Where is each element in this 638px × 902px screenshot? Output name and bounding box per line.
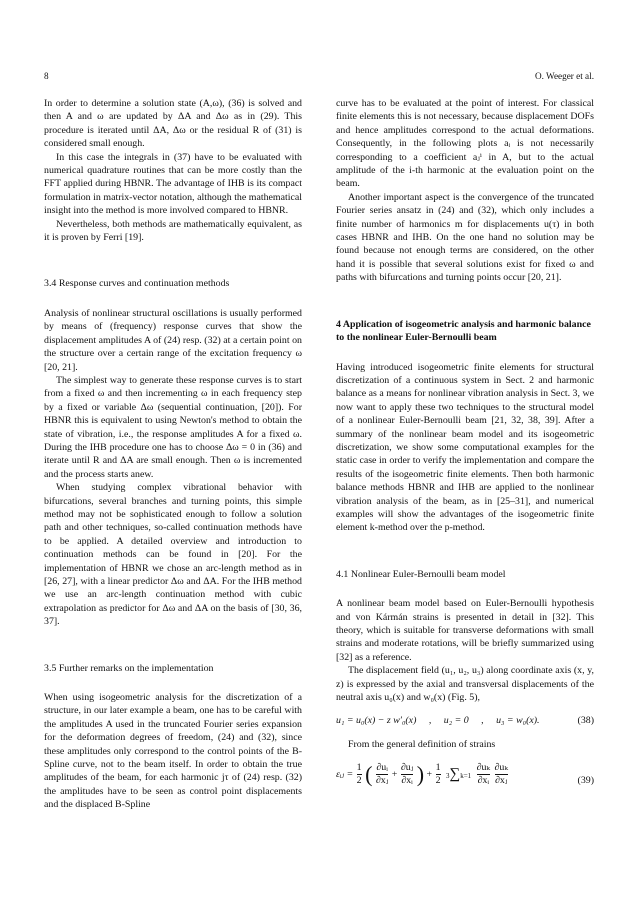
paragraph: When using isogeometric analysis for the discretization of a structure, in our later example a beam, one has to be careful with the amplitudes A used in the truncated Fourier series expansion for the deformation degrees of freedom, (24) and (32), since these amplitudes only correspond to the control points of the B-Spline curve, not to the beam itself. In order to obtain the true amplitudes of the beam, for each harmonic jτ of (24) resp. (32) the amplitudes have to be seen as control point displacements and the displaced B-Spline	[44, 692, 302, 811]
right-column	[336, 97, 594, 802]
paragraph: curve has to be evaluated at the point of interest. For classical finite elements this is not necessary, because displacement DOFs and hence amplitudes correspond to the actual deformations. Consequently, in the following plots aᵢ is not necessarily corresponding to a coefficient aⱼⁱ in A, but to the actual amplitude of the i-th harmonic at the evaluation point on the beam.	[336, 98, 594, 190]
paragraph: The displacement field (u₁, u₂, u₃) along coordinate axis (x, y, z) is expressed by the axial and transversal displacements of the neutral axis u₀(x) and w₀(x) (Fig. 5),	[336, 665, 594, 704]
equation-number-38: (38)	[577, 715, 594, 727]
section-heading-3-4: 3.4 Response curves and continuation methods	[44, 278, 230, 290]
section-heading-4: 4 Application of isogeometric analysis and harmonic balance to the nonlinear Euler-Bernoulli beam	[336, 318, 591, 344]
eq39-frac-duk-dxi: $\frac{\text{∂uₖ}}{\text{∂xᵢ}}$	[476, 761, 491, 786]
eq39-plus: +	[391, 768, 398, 780]
paragraph: A nonlinear beam model based on Euler-Bernoulli hypothesis and von Kármán strains is presented in detail in [32]. This theory, which is suitable for transverse deformations with small strains and moderate rotations, will be briefly summarized using [32] as a reference.	[336, 598, 594, 663]
eq39-lhs: εᵢⱼ =	[336, 768, 356, 780]
paragraph: When studying complex vibrational behavior with bifurcations, several branches and turning points, this simple method may not be sophisticated enough to follow a solution path and other techniques, so-called continuation methods have to be applied. A detailed overview and introduction to continuation methods can be found in [20]. For the implementation of HBNR we chose an arc-length method as in [26, 27], with a linear predictor Δω and ΔA. For the IHB method we use an arc-length continuation method with cubic extrapolation as predictor for Δω and ΔA on the basis of [30, 36, 37].	[44, 482, 302, 628]
equation-39	[336, 762, 594, 802]
paragraph: Analysis of nonlinear structural oscillations is usually performed by means of (frequency) response curves that show the displacement amplitudes A of (24) resp. (32) at a certain point on the structure over a certain range of the excitation frequency ω [20, 21].	[44, 307, 302, 373]
page-number: 8	[44, 71, 49, 81]
paragraph: In this case the integrals in (37) have to be evaluated with numerical quadrature routines that can be more costly than the FFT applied during HBNR. The advantage of IHB is its compact formulation in matrix-vector notation, although the mathematical insight into the method is more involved compared to HBNR.	[44, 151, 302, 217]
eq39-frac-duk-dxj: $\frac{\text{∂uₖ}}{\text{∂xⱼ}}$	[494, 761, 508, 786]
eq39-half-frac2: $\frac{1}{2}$	[435, 761, 441, 786]
eq39-frac-dui-dxj: $\frac{\text{∂uᵢ}}{\text{∂xⱼ}}$	[375, 761, 389, 786]
eq38-u3: u₃ = w₀(x).	[496, 715, 540, 727]
eq39-plus2: +	[426, 768, 433, 780]
paragraph: Having introduced isogeometric finite elements for structural discretization of a continuous system in Sect. 2 and harmonic balance as a means for nonlinear vibration analysis in Sect. 3, we now want to apply these two techniques to the structural model of a nonlinear Euler-Bernoulli beam [21, 32, 38, 39]. After a summary of the nonlinear beam model and its isogeometric discretization, we show some computational examples for the static case in order to verify the implementation and compare the results of the isogeometric finite elements. Then both harmonic balance methods HBNR and IHB are applied to the nonlinear vibration analysis of the beam, as in [25–31], and numerical examples will show the advantages of the isogeometric finite element k-method over the p-method.	[336, 361, 594, 534]
left-column	[44, 97, 302, 812]
eq39-frac-duj-dxi: $\frac{\text{∂uⱼ}}{\text{∂xᵢ}}$	[400, 761, 414, 786]
eq38-u2: u₂ = 0	[443, 715, 469, 727]
eq39-half-frac: $\frac{1}{2}$	[356, 761, 362, 786]
equation-number-39: (39)	[577, 774, 594, 786]
eq38-sep2: ,	[481, 715, 484, 727]
eq39-lparen: (	[365, 761, 373, 787]
section-heading-4-1: 4.1 Nonlinear Euler-Bernoulli beam model	[336, 568, 506, 580]
eq39-rparen: )	[416, 761, 425, 787]
section-heading-3-5: 3.5 Further remarks on the implementation	[44, 662, 214, 674]
eq39-sum: 3∑k=1	[445, 766, 472, 783]
eq38-u1: u₁ = u₀(x) − z w′₀(x)	[336, 715, 417, 727]
equation-38	[336, 710, 594, 732]
paragraph: Another important aspect is the convergence of the truncated Fourier series ansatz in (24) and (32), which only includes a finite number of harmonics m for displacements u(τ) in both cases HBNR and IHB. On the one hand no solution may be found because not enough terms are considered, on the other hand it is possible that several solutions exist for fixed ω and paths with bifurcations and turning points occur [20, 21].	[336, 191, 594, 284]
paragraph: In order to determine a solution state (A,ω), (36) is solved and then A and ω are updated by ΔA and Δω as in (29). This procedure is iterated until ΔA, Δω or the residual R of (31) is considered small enough.	[44, 98, 302, 150]
paragraph: The simplest way to generate these response curves is to start from a fixed ω and then incrementing ω in each frequency step by a fixed or variable Δω (sequential continuation, [20]). For HBNR this is equivalent to using Newton's method to obtain the state of vibration, i.e., the response amplitudes A for a fixed ω. During the IHB procedure one has to choose Δω = 0 in (36) and iterate until R and ΔA are small enough. Then ω is incremented and the process starts anew.	[44, 374, 302, 480]
paragraph: Nevertheless, both methods are mathematically equivalent, as it is proven by Ferri [19].	[44, 218, 302, 244]
paragraph: From the general definition of strains	[348, 739, 496, 751]
running-authors: O. Weeger et al.	[534, 71, 594, 81]
running-header	[44, 71, 594, 83]
eq38-sep: ,	[428, 715, 432, 727]
